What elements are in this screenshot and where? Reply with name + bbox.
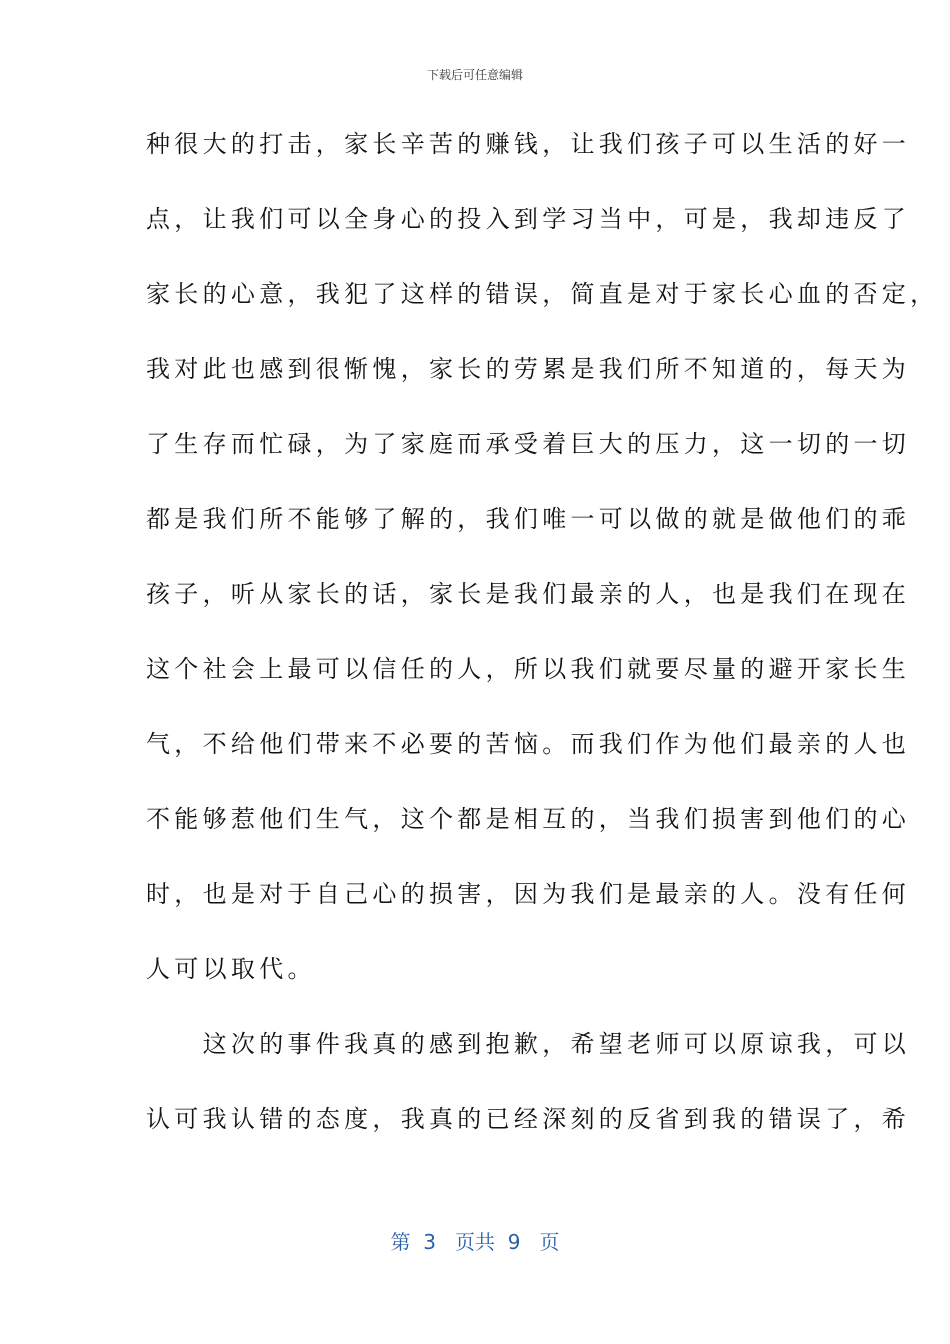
text-line: 时，也是对于自己心的损害，因为我们是最亲的人。没有任何 bbox=[146, 880, 911, 908]
text-line: 孩子，听从家长的话，家长是我们最亲的人，也是我们在现在 bbox=[146, 580, 911, 608]
document-body bbox=[146, 126, 939, 1176]
text-line: 这个社会上最可以信任的人，所以我们就要尽量的避开家长生 bbox=[146, 655, 911, 683]
text-line: 人可以取代。 bbox=[146, 955, 316, 983]
page-header: 下载后可任意编辑 bbox=[426, 68, 523, 82]
text-line: 不能够惹他们生气，这个都是相互的，当我们损害到他们的心 bbox=[146, 805, 911, 833]
page-number-footer: 第 3 页共 9 页 bbox=[390, 1230, 560, 1254]
text-line: 点，让我们可以全身心的投入到学习当中，可是，我却违反了 bbox=[146, 205, 911, 233]
text-line: 家长的心意，我犯了这样的错误，简直是对于家长心血的否定， bbox=[146, 280, 939, 308]
text-line: 这次的事件我真的感到抱歉，希望老师可以原谅我，可以 bbox=[146, 1030, 911, 1058]
text-line: 种很大的打击，家长辛苦的赚钱，让我们孩子可以生活的好一 bbox=[146, 130, 911, 158]
text-line: 认可我认错的态度，我真的已经深刻的反省到我的错误了，希 bbox=[146, 1105, 911, 1133]
text-line: 了生存而忙碌，为了家庭而承受着巨大的压力，这一切的一切 bbox=[146, 430, 911, 458]
text-line: 我对此也感到很惭愧，家长的劳累是我们所不知道的，每天为 bbox=[146, 355, 911, 383]
text-line: 气，不给他们带来不必要的苦恼。而我们作为他们最亲的人也 bbox=[146, 730, 911, 758]
text-line: 都是我们所不能够了解的，我们唯一可以做的就是做他们的乖 bbox=[146, 505, 911, 533]
